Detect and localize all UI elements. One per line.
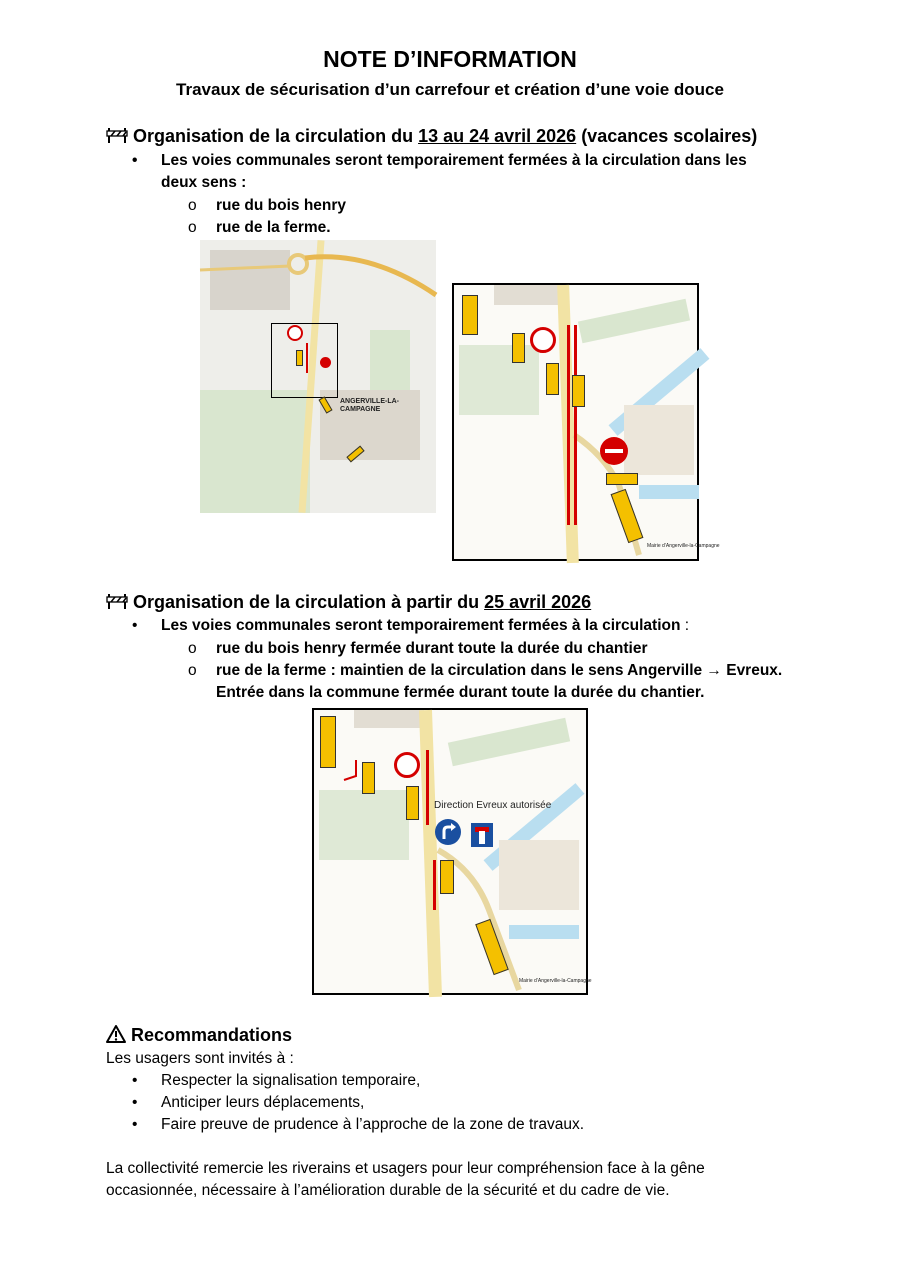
closing-line1: La collectivité remercie les riverains et usagers pour leur compréhension face à la gêne bbox=[106, 1160, 705, 1177]
map-note-direction: Direction Evreux autorisée bbox=[434, 800, 552, 811]
map-footer: Mairie d’Angerville-la-Campagne bbox=[647, 543, 720, 549]
turn-right-sign-icon bbox=[435, 819, 461, 845]
overview-map bbox=[200, 240, 436, 513]
section2-heading-date: 25 avril 2026 bbox=[484, 592, 592, 612]
page-title: NOTE D’INFORMATION bbox=[323, 46, 577, 72]
section1-heading-dates: 13 au 24 avril 2026 bbox=[418, 126, 577, 146]
page-subtitle: Travaux de sécurisation d’un carrefour et création d’une voie douce bbox=[176, 80, 724, 99]
closing-line2: occasionnée, nécessaire à l’amélioration durable de la sécurité et du cadre de vie. bbox=[106, 1182, 670, 1199]
roadworks-barrier-icon bbox=[106, 592, 133, 612]
section1-heading bbox=[106, 126, 757, 147]
section1-bullet-line1: Les voies communales seront temporairement fermées à la circulation dans les bbox=[161, 152, 747, 169]
no-entry-sign-icon bbox=[320, 357, 331, 368]
roadworks-barrier-icon bbox=[106, 126, 133, 146]
overview-map-town-label: ANGERVILLE-LA-CAMPAGNE bbox=[340, 398, 399, 413]
no-vehicles-sign-icon bbox=[287, 325, 303, 341]
section1-bullet-line2: deux sens : bbox=[161, 174, 247, 191]
recommendations-heading bbox=[106, 1025, 292, 1046]
recommendations-intro: Les usagers sont invités à : bbox=[106, 1050, 294, 1067]
section1-heading-prefix: Organisation de la circulation du bbox=[133, 126, 419, 146]
section2-bullet-bold: Les voies communales seront temporairement fermées à la circulation bbox=[161, 617, 681, 634]
section2-bullet-rest: : bbox=[680, 617, 690, 634]
section2-heading-prefix: Organisation de la circulation à partir du bbox=[133, 592, 485, 612]
section1-heading-suffix: (vacances scolaires) bbox=[576, 126, 758, 146]
warning-icon bbox=[106, 1025, 131, 1045]
map-footer: Mairie d’Angerville-la-Campagne bbox=[519, 978, 592, 984]
detail-map-section1 bbox=[452, 283, 720, 561]
dead-end-sign-icon bbox=[471, 823, 493, 847]
no-vehicles-sign-icon bbox=[394, 752, 420, 778]
section2-heading bbox=[106, 592, 591, 613]
recommendations-heading-text: Recommandations bbox=[131, 1025, 293, 1045]
no-vehicles-sign-icon bbox=[530, 327, 556, 353]
no-entry-sign-icon bbox=[600, 437, 628, 465]
detail-map-section2 bbox=[312, 708, 592, 995]
